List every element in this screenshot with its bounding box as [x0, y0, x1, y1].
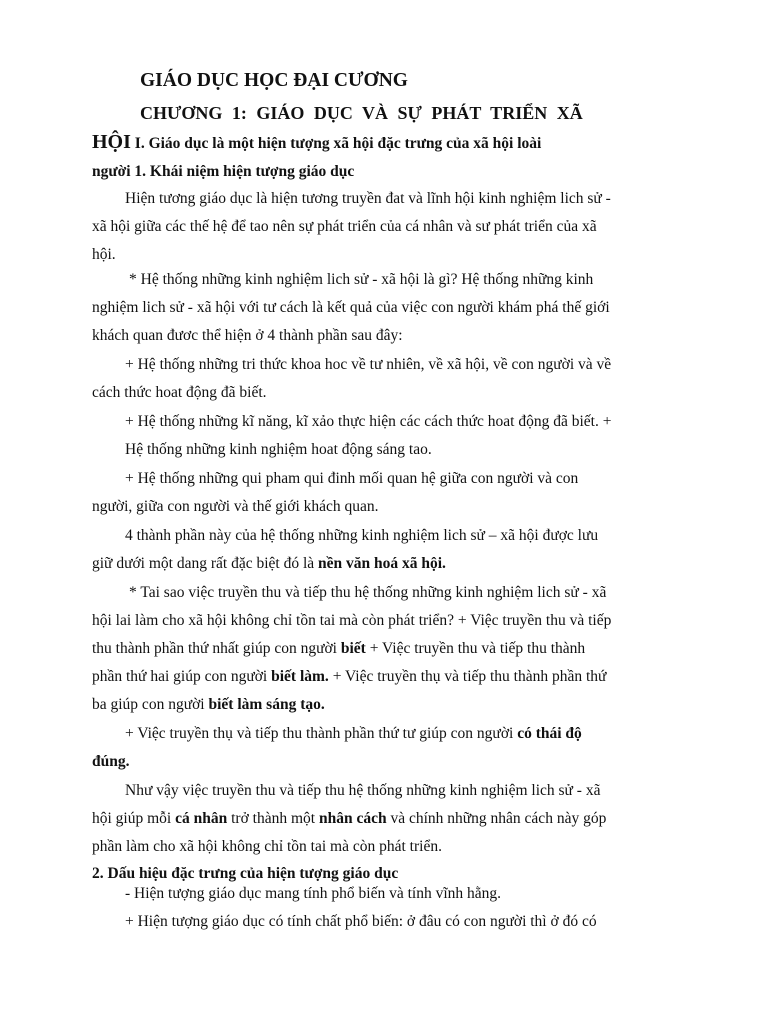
paragraph-line: + Hệ thống những kĩ năng, kĩ xảo thực hiện các cách thức hoat động đã biết. + [125, 413, 612, 430]
document-title: GIÁO DỤC HỌC ĐẠI CƯƠNG [140, 70, 408, 91]
paragraph-line: + Hệ thống những qui pham qui đinh mối quan hệ giữa con người và con [125, 470, 579, 487]
section-1-heading [92, 132, 541, 154]
text-run: và chính những nhân cách này góp [386, 810, 607, 827]
paragraph-line: khách quan đươc thể hiện ở 4 thành phần sau đây: [92, 327, 403, 344]
paragraph-line: * Hệ thống những kinh nghiệm lich sử - xã hội là gì? Hệ thống những kinh [129, 271, 594, 288]
subsection-2-heading: 2. Dấu hiệu đặc trưng của hiện tượng giáo dục [92, 865, 399, 882]
paragraph-line [92, 809, 606, 829]
paragraph-line [92, 695, 325, 715]
text-run: + Việc truyền thu và tiếp thu thành [365, 640, 586, 657]
paragraph-line [92, 554, 446, 574]
emphasis-text: nền văn hoá xã hội. [318, 555, 446, 572]
paragraph-line: hội lai làm cho xã hội không chỉ tồn tai mà còn phát triển? + Việc truyền thu và tiếp [92, 612, 612, 629]
paragraph-line: * Tai sao việc truyền thu và tiếp thu hệ thống những kinh nghiệm lich sử - xã [129, 584, 607, 601]
paragraph-line [92, 667, 606, 687]
text-run: phần thứ hai giúp con người [92, 668, 272, 685]
paragraph-line: + Hệ thống những tri thức khoa hoc về tư nhiên, về xã hội, về con người và về [125, 356, 612, 373]
paragraph-line: Hệ thống những kinh nghiệm hoat động sáng tao. [125, 441, 432, 458]
emphasis-text: nhân cách [318, 810, 387, 827]
emphasis-text: biết làm sáng tạo. [208, 696, 325, 713]
subsection-1-heading: người 1. Khái niệm hiện tượng giáo dục [92, 163, 355, 180]
paragraph-line: nghiệm lich sử - xã hội với tư cách là kết quả của việc con người khám phá thế giới [92, 299, 610, 316]
emphasis-text: biết [340, 640, 366, 657]
paragraph-line [125, 724, 582, 744]
paragraph-line [92, 639, 585, 659]
text-run: hội giúp mỗi [92, 810, 176, 827]
paragraph-line: - Hiện tượng giáo dục mang tính phổ biến và tính vĩnh hằng. [125, 885, 502, 902]
emphasis-text: cá nhân [175, 810, 228, 827]
paragraph-line: phần làm cho xã hội không chỉ tồn tai mà còn phát triển. [92, 838, 442, 855]
paragraph-line: cách thức hoat động đã biết. [92, 384, 267, 401]
paragraph-line: Hiện tương giáo dục là hiện tương truyền đat và lĩnh hội kinh nghiệm lich sử - [125, 190, 611, 207]
paragraph-line: người, giữa con người và thế giới khách quan. [92, 498, 379, 515]
chapter-heading: CHƯƠNG 1: GIÁO DỤC VÀ SỰ PHÁT TRIỂN XÃ [140, 103, 583, 123]
paragraph-line: xã hội giữa các thế hệ để tao nên sự phát triển của cá nhân và sư phát triển của xã [92, 218, 597, 235]
text-run: giữ dưới một dang rất đặc biệt đó là [92, 555, 319, 572]
text-run: + Việc truyền thụ và tiếp thu thành phần thứ tư giúp con người [125, 725, 518, 742]
text-run: ba giúp con người [92, 696, 209, 713]
chapter-heading-continued: HỘI [92, 131, 131, 153]
text-run: thu thành phần thứ nhất giúp con người [92, 640, 341, 657]
paragraph-line: + Hiện tượng giáo dục có tính chất phổ biến: ở đâu có con người thì ở đó có [125, 913, 597, 930]
emphasis-text: biết làm. [271, 668, 329, 685]
paragraph-line: đúng. [92, 753, 130, 770]
text-run: + Việc truyền thụ và tiếp thu thành phần thứ [328, 668, 607, 685]
emphasis-text: có thái độ [517, 725, 582, 742]
paragraph-line: Như vậy việc truyền thu và tiếp thu hệ thống những kinh nghiệm lich sử - xã [125, 782, 601, 799]
paragraph-line: 4 thành phần này của hệ thống những kinh nghiệm lich sử – xã hội được lưu [125, 527, 599, 544]
text-run: trở thành một [227, 810, 319, 827]
paragraph-line: hội. [92, 246, 116, 263]
section-1-title: I. Giáo dục là một hiện tượng xã hội đặc trưng của xã hội loài [130, 135, 542, 152]
